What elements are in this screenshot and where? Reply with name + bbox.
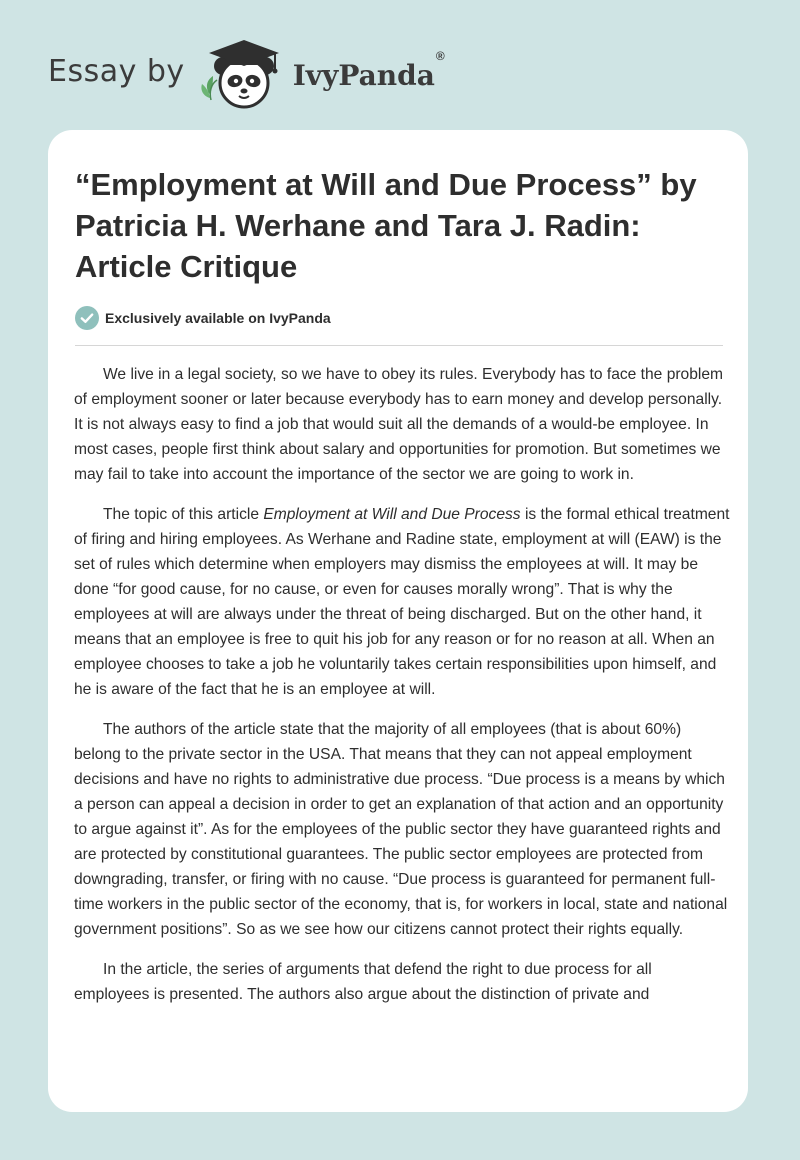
brand-name: IvyPanda® bbox=[292, 48, 445, 92]
article-title-reference: Employment at Will and Due Process bbox=[263, 506, 521, 523]
panda-logo-icon bbox=[199, 36, 289, 112]
exclusive-badge-text: Exclusively available on IvyPanda bbox=[105, 310, 331, 326]
exclusive-badge bbox=[75, 306, 331, 330]
article-card bbox=[48, 130, 748, 1112]
paragraph-1: We live in a legal society, so we have to obey its rules. Everybody has to face the problem of employment sooner or later because everybody has to earn money and develop personally. It is not always easy to find a job that would suit all the demands of a would-be employee. In most cases, people first think about salary and opportunities for promotion. But sometimes we may fail to take into account the importance of the sector we are going to work in. bbox=[74, 366, 724, 483]
check-circle-icon bbox=[75, 306, 99, 330]
paragraph-3: The authors of the article state that the majority of all employees (that is about 60%) belong to the private sector in the USA. That means that they can not appeal employment decisions and have no rights to administrative due process. “Due process is a means by which a person can appeal a decision in order to get an explanation of that action and an opportunity to argue against it”. As for the employees of the public sector they have guaranteed rights and are protected by constitutional guarantees. The public sector employees are protected from downgrading, transfer, or firing with no cause. “Due process is guaranteed for permanent full-time workers in the public sector of the economy, that is, for workers in local, state and national government positions”. So as we see how our citizens cannot protect their rights equally. bbox=[74, 721, 728, 938]
article-title: “Employment at Will and Due Process” by Patricia H. Werhane and Tara J. Radin: Article Critique bbox=[75, 167, 697, 284]
paragraph-4: In the article, the series of arguments that defend the right to due process for all employees is presented. The authors also argue about the distinction of private and bbox=[74, 961, 652, 1003]
essay-by-label: Essay by bbox=[48, 53, 185, 89]
article-body bbox=[74, 362, 730, 1022]
divider bbox=[75, 345, 723, 346]
site-logo[interactable] bbox=[48, 36, 445, 112]
paragraph-2: The topic of this article Employment at Will and Due Process is the formal ethical treatment of firing and hiring employees. As Werhane and Radine state, employment at will (EAW) is the set of rules which determine when employers may dismiss the employees at will. It may be done “for good cause, for no cause, or even for causes morally wrong”. That is why the employees at will are always under the threat of being discharged. But on the other hand, it means that an employee is free to quit his job for any reason or for no reason at all. When an employee chooses to take a job he voluntarily takes certain responsibilities upon himself, and he is aware of the fact that he is an employee at will. bbox=[74, 506, 730, 698]
registered-mark: ® bbox=[435, 48, 445, 63]
